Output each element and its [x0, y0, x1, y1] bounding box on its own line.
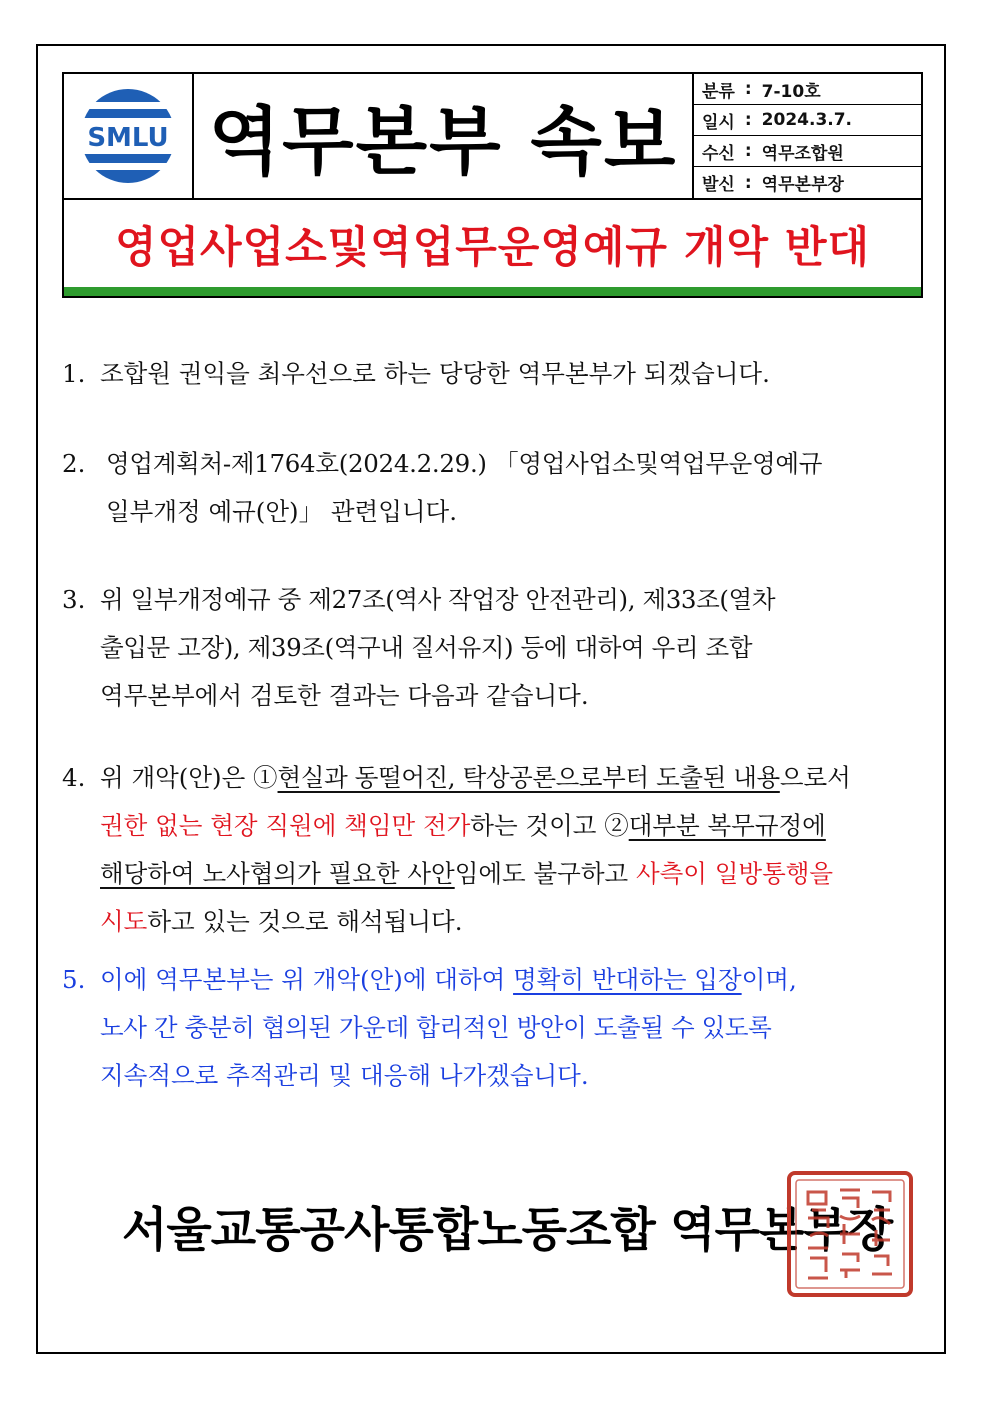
paragraph-5: [62, 956, 926, 1100]
paragraph-text: 하고 있는 것으로 해석됩니다.: [147, 907, 463, 936]
title-cell: [194, 74, 694, 198]
highlighted-text: 권한 없는 현장 직원에 책임만 전가: [100, 811, 471, 840]
paragraph-line: [62, 956, 926, 1004]
highlighted-text: 사측이 일방통행을: [635, 859, 834, 888]
underlined-text: 명확히 반대하는 입장: [513, 965, 742, 994]
paragraph-text: 위 일부개정예규 중 제27조(역사 작업장 안전관리), 제33조(열차: [100, 585, 776, 614]
paragraph-line: [62, 1052, 926, 1100]
paragraph-text: 역무본부에서 검토한 결과는 다음과 같습니다.: [100, 681, 589, 710]
paragraph-number: 4.: [62, 763, 86, 792]
underlined-text: 해당하여 노사협의가 필요한 사안: [100, 859, 455, 888]
meta-row-date: [694, 105, 921, 136]
logo-cell: [64, 74, 194, 198]
paragraph-text: 임에도 불구하고: [454, 859, 636, 888]
paragraph-text: 지속적으로 추적관리 및 대응해 나가겠습니다.: [100, 1061, 589, 1090]
paragraph-line: [62, 1004, 926, 1052]
meta-value: 2024.3.7.: [761, 110, 853, 130]
highlighted-text: 시도: [100, 907, 148, 936]
meta-value: 역무조합원: [761, 143, 844, 164]
green-divider: [64, 287, 921, 296]
paragraph-number: 1.: [62, 359, 86, 388]
underlined-text: 현실과 동떨어진, 탁상공론으로부터 도출된 내용: [277, 763, 780, 792]
paragraph-text: 으로서: [779, 763, 851, 792]
paragraph-text: 이에 역무본부는 위 개악(안)에 대하여: [100, 965, 514, 994]
paragraph-number: 2.: [62, 449, 86, 478]
meta-separator: :: [744, 172, 752, 193]
paragraph-line: [62, 850, 926, 898]
paragraph-text: 하는 것이고 ②: [470, 811, 629, 840]
meta-separator: :: [744, 79, 752, 99]
meta-table: [694, 74, 921, 198]
union-logo: [64, 74, 190, 196]
header-box: [62, 72, 923, 298]
paragraph-text: 영업계획처-제1764호(2024.2.29.) 「영업사업소및역업무운영예규: [106, 449, 823, 478]
paragraph-line: [62, 672, 926, 720]
paragraph-line: [62, 488, 926, 536]
paragraph-4: [62, 754, 926, 946]
meta-separator: :: [744, 141, 752, 161]
signature-line: 서울교통공사통합노동조합 역무본부장: [122, 1203, 893, 1258]
meta-value: 역무본부장: [761, 175, 844, 195]
meta-separator: :: [744, 110, 752, 130]
paragraph-line: [62, 898, 926, 946]
paragraph-text: 조합원 권익을 최우선으로 하는 당당한 역무본부가 되겠습니다.: [100, 359, 770, 388]
paragraph-text: 위 개악(안)은 ①: [100, 763, 278, 792]
page-title: 역무본부 속보: [208, 99, 678, 185]
paragraph-line: [62, 350, 926, 398]
meta-label: 발신: [702, 175, 735, 195]
paragraph-line: [62, 440, 926, 488]
paragraph-text: 출입문 고장), 제39조(역구내 질서유지) 등에 대하여 우리 조합: [100, 633, 753, 662]
official-seal: [786, 1170, 914, 1298]
paragraph-text: 이며,: [741, 965, 797, 994]
underlined-text: 대부분 복무규정에: [628, 811, 826, 840]
paragraph-2: [62, 440, 926, 536]
page-subtitle: 영업사업소및역업무운영예규 개악 반대: [114, 222, 871, 273]
paragraph-text: 노사 간 충분히 협의된 가운데 합리적인 방안이 도출될 수 있도록: [100, 1013, 772, 1042]
paragraph-number: 5.: [62, 965, 86, 994]
logo-text: SMLU: [87, 123, 169, 153]
meta-row-recipient: [694, 136, 921, 167]
meta-label: 분류: [702, 81, 735, 102]
paragraph-line: [62, 754, 926, 802]
meta-row-sender: [694, 167, 921, 198]
subtitle-cell: [64, 198, 921, 288]
paragraph-number: 3.: [62, 585, 86, 614]
paragraph-3: [62, 576, 926, 720]
meta-label: 수신: [702, 143, 735, 164]
paragraph-line: [62, 802, 926, 850]
paragraph-1: [62, 350, 926, 398]
paragraph-line: [62, 576, 926, 624]
meta-label: 일시: [702, 112, 735, 133]
paragraph-line: [62, 624, 926, 672]
meta-row-category: [694, 74, 921, 105]
paragraph-text: 일부개정 예규(안)」 관련입니다.: [106, 497, 457, 526]
meta-value: 7-10호: [761, 81, 821, 102]
